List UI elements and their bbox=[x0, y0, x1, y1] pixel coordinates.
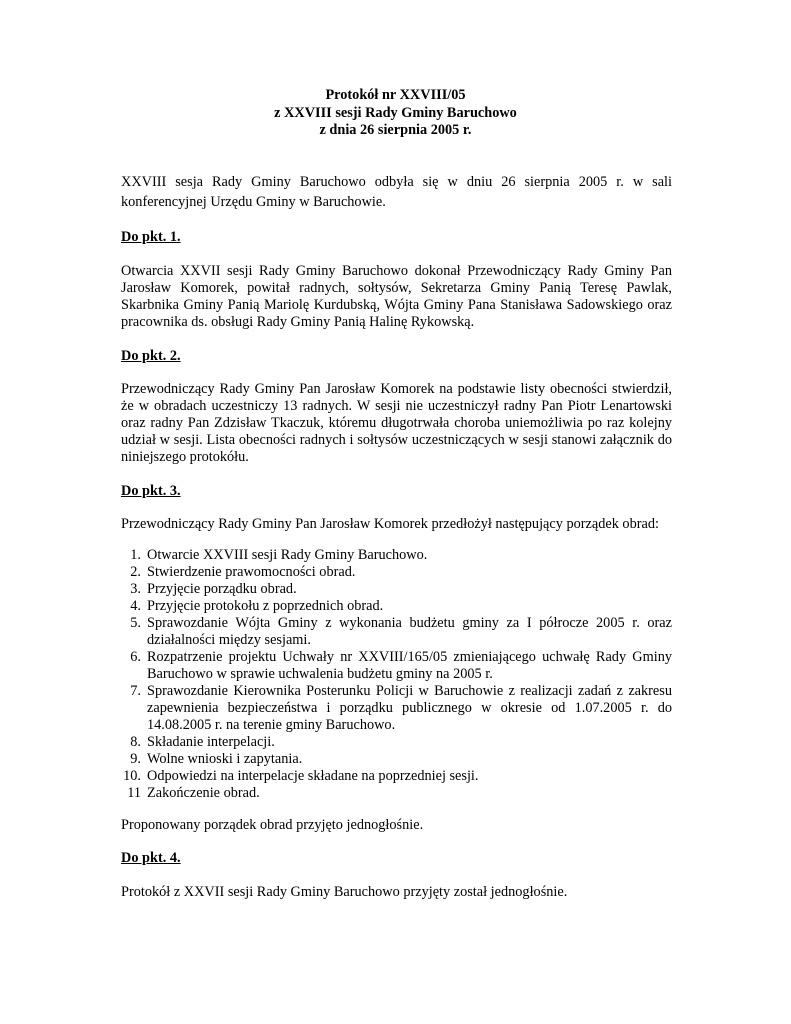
list-item-number: 3. bbox=[130, 581, 141, 597]
section-heading-4: Do pkt. 4. bbox=[121, 850, 181, 866]
agenda-conclusion: Proponowany porządek obrad przyjęto jednogłośnie. bbox=[121, 817, 424, 833]
list-item bbox=[121, 615, 672, 649]
list-item-text: Przyjęcie protokołu z poprzednich obrad. bbox=[147, 598, 384, 614]
list-item-text: Otwarcie XXVIII sesji Rady Gminy Baruchowo. bbox=[147, 547, 428, 563]
list-item bbox=[121, 564, 672, 581]
document-header bbox=[0, 87, 791, 140]
section-heading-3: Do pkt. 3. bbox=[121, 483, 181, 499]
section-text-3: Przewodniczący Rady Gminy Pan Jarosław Komorek przedłożył następujący porządek obrad: bbox=[121, 516, 659, 532]
list-item bbox=[121, 683, 672, 734]
list-item-text: Sprawozdanie Kierownika Posterunku Policji w Baruchowie z realizacji zadań z zakresu zapewnienia bezpieczeństwa i porządku publicznego w okresie od 1.07.2005 r. do 14.08.2005 r. na terenie gminy Baruchowo. bbox=[147, 683, 672, 733]
session-date: z dnia 26 sierpnia 2005 r. bbox=[319, 122, 472, 138]
section-text-1: Otwarcia XXVII sesji Rady Gminy Baruchowo dokonał Przewodniczący Rady Gminy Pan Jarosław Komorek, powitał radnych, sołtysów, Sekretarza Gminy Panią Teresę Pawlak, Skarbnika Gminy Panią Mariolę Kurdubską, Wójta Gminy Pana Stanisława Sadowskiego oraz pracownika ds. obsługi Rady Gminy Panią Halinę Rykowską. bbox=[121, 263, 672, 330]
list-item-number: 6. bbox=[130, 649, 141, 665]
list-item-text: Wolne wnioski i zapytania. bbox=[147, 751, 303, 767]
list-item-text: Przyjęcie porządku obrad. bbox=[147, 581, 297, 597]
section-text-4: Protokół z XXVII sesji Rady Gminy Baruchowo przyjęty został jednogłośnie. bbox=[121, 884, 568, 900]
list-item-number: 5. bbox=[130, 615, 141, 631]
list-item bbox=[121, 649, 672, 683]
section-text-2: Przewodniczący Rady Gminy Pan Jarosław Komorek na podstawie listy obecności stwierdził, że w obradach uczestniczy 13 radnych. W sesji nie uczestniczył radny Pan Piotr Lenartowski oraz radny Pan Zdzisław Tkaczuk, któremu długotrwała choroba uniemożliwia po raz kolejny udział w sesji. Lista obecności radnych i sołtysów uczestniczących w sesji stanowi załącznik do niniejszego protokółu. bbox=[121, 381, 672, 465]
list-item bbox=[121, 768, 672, 785]
list-item bbox=[121, 734, 672, 751]
list-item-number: 4. bbox=[130, 598, 141, 614]
intro-paragraph: XXVIII sesja Rady Gminy Baruchowo odbyła się w dniu 26 sierpnia 2005 r. w sali konferencyjnej Urzędu Gminy w Baruchowie. bbox=[121, 174, 672, 210]
list-item-number: 11 bbox=[127, 785, 141, 801]
list-item-text: Sprawozdanie Wójta Gminy z wykonania budżetu gminy za I półrocze 2005 r. oraz działalności między sesjami. bbox=[147, 615, 672, 648]
list-item-number: 8. bbox=[130, 734, 141, 750]
session-title: z XXVIII sesji Rady Gminy Baruchowo bbox=[274, 104, 517, 121]
section-heading-1: Do pkt. 1. bbox=[121, 229, 181, 245]
list-item-text: Odpowiedzi na interpelacje składane na poprzedniej sesji. bbox=[147, 768, 479, 784]
list-item bbox=[121, 581, 672, 598]
list-item-number: 1. bbox=[130, 547, 141, 563]
agenda-list bbox=[121, 547, 672, 802]
list-item-text: Zakończenie obrad. bbox=[147, 785, 260, 801]
list-item bbox=[121, 547, 672, 564]
list-item-number: 9. bbox=[130, 751, 141, 767]
protocol-number: Protokół nr XXVIII/05 bbox=[325, 87, 466, 103]
list-item-text: Stwierdzenie prawomocności obrad. bbox=[147, 564, 356, 580]
list-item bbox=[121, 598, 672, 615]
list-item bbox=[121, 751, 672, 768]
section-heading-2: Do pkt. 2. bbox=[121, 348, 181, 364]
list-item-number: 2. bbox=[130, 564, 141, 580]
list-item-number: 7. bbox=[130, 683, 141, 699]
list-item-text: Rozpatrzenie projektu Uchwały nr XXVIII/165/05 zmieniającego uchwałę Rady Gminy Baruchowo w sprawie uchwalenia budżetu gminy na 2005 r. bbox=[147, 649, 672, 682]
list-item bbox=[121, 785, 672, 802]
list-item-number: 10. bbox=[123, 768, 141, 784]
list-item-text: Składanie interpelacji. bbox=[147, 734, 275, 750]
